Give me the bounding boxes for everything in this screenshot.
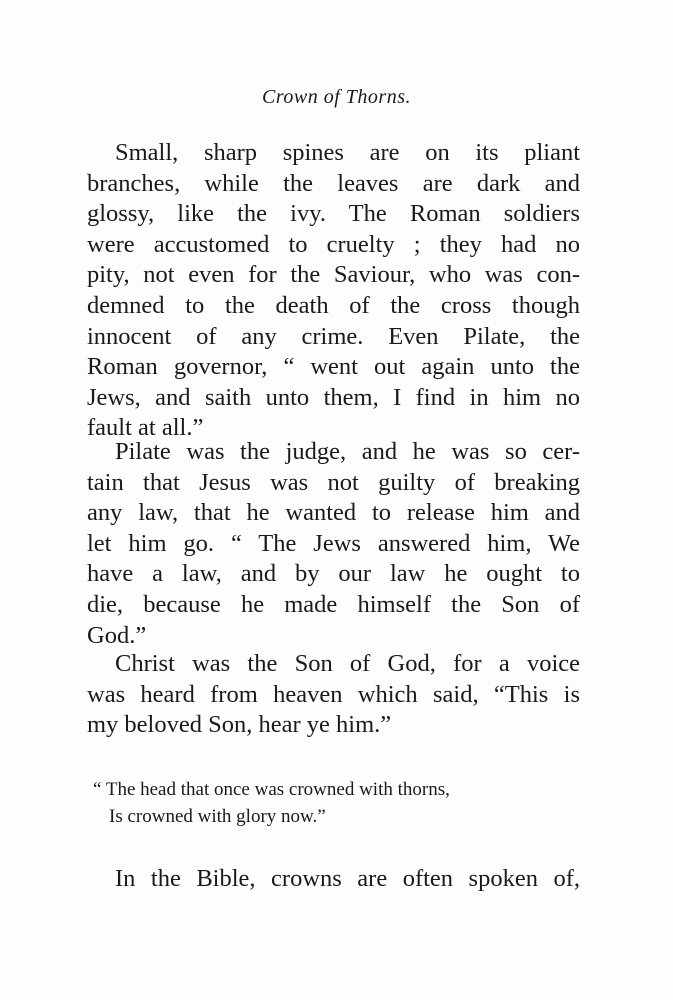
- paragraph-line: Small, sharp spines are on its pliant: [115, 139, 580, 166]
- paragraph-line: God.”: [87, 621, 147, 649]
- paragraph-line: tain that Jesus was not guilty of breaking: [87, 468, 580, 496]
- paragraph-line: were accustomed to cruelty ; they had no: [87, 230, 580, 258]
- verse-line: “ The head that once was crowned with thorns,: [93, 779, 450, 800]
- paragraph-line: have a law, and by our law he ought to: [87, 560, 580, 588]
- paragraph-line: was heard from heaven which said, “This is: [87, 680, 580, 708]
- paragraph-3: [87, 649, 580, 741]
- paragraph-line: Christ was the Son of God, for a voice: [115, 650, 580, 677]
- paragraph-line: fault at all.”: [87, 414, 204, 442]
- paragraph-2: [87, 437, 580, 651]
- paragraph-line: my beloved Son, hear ye him.”: [87, 711, 392, 739]
- paragraph-line: demned to the death of the cross though: [87, 291, 580, 319]
- verse-line: Is crowned with glory now.”: [109, 806, 326, 827]
- paragraph-line: glossy, like the ivy. The Roman soldiers: [87, 200, 580, 228]
- paragraph-line: Jews, and saith unto them, I find in him no: [87, 383, 580, 411]
- verse-quote: [93, 776, 450, 830]
- paragraph-line: die, because he made himself the Son of: [87, 590, 580, 618]
- paragraph-line: Pilate was the judge, and he was so cer-: [115, 438, 580, 465]
- paragraph-line: any law, that he wanted to release him and: [87, 499, 580, 527]
- paragraph-1: [87, 138, 580, 444]
- paragraph-line: Roman governor, “ went out again unto the: [87, 353, 580, 381]
- running-head: Crown of Thorns.: [262, 86, 411, 108]
- paragraph-line: branches, while the leaves are dark and: [87, 169, 580, 197]
- paragraph-line: innocent of any crime. Even Pilate, the: [87, 322, 580, 350]
- paragraph-4: [87, 864, 580, 895]
- paragraph-line: let him go. “ The Jews answered him, We: [87, 529, 580, 557]
- paragraph-line: pity, not even for the Saviour, who was con-: [87, 261, 580, 289]
- paragraph-line: In the Bible, crowns are often spoken of,: [115, 865, 580, 892]
